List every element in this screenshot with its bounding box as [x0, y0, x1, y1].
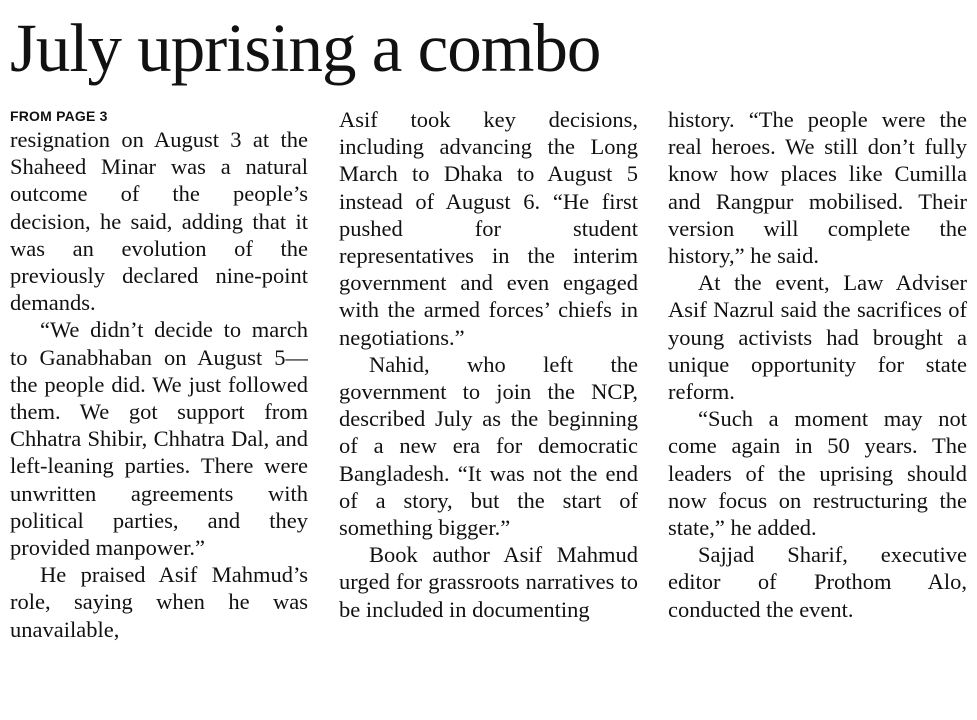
paragraph: resignation on August 3 at the Shaheed Minar was a natural outcome of the people’s decision, he said, adding that it was an evolution of the previously declared nine-point demands.: [10, 127, 308, 316]
article-column-1: [10, 108, 308, 714]
headline: July uprising a combo: [10, 10, 601, 86]
paragraph: “We didn’t decide to march to Ganabhaban on August 5—the people did. We just followed them. We got support from Chhatra Shibir, Chhatra Dal, and left-leaning parties. There were unwritten agreements with political parties, and they provided manpower.”: [10, 317, 308, 561]
article-column-3: [668, 106, 967, 712]
paragraph: Asif took key decisions, including advancing the Long March to Dhaka to August 5 instead of August 6. “He first pushed for student representatives in the interim government and even engaged with the armed forces’ chiefs in negotiations.”: [339, 107, 638, 350]
paragraph: “Such a moment may not come again in 50 years. The leaders of the uprising should now focus on restructuring the state,” he added.: [668, 406, 967, 541]
paragraph: Nahid, who left the government to join the NCP, described July as the beginning of a new era for democratic Bangladesh. “It was not the end of a story, but the start of something bigger.”: [339, 351, 638, 541]
paragraph: At the event, Law Adviser Asif Nazrul said the sacrifices of young activists had brought a unique opportunity for state reform.: [668, 270, 967, 405]
article-column-2: [339, 106, 638, 712]
continuation-kicker: FROM PAGE 3: [10, 108, 108, 124]
paragraph: history. “The people were the real heroes. We still don’t fully know how places like Cumilla and Rangpur mobilised. Their version will complete the history,” he said.: [668, 107, 967, 269]
paragraph: He praised Asif Mahmud’s role, saying when he was unavailable,: [10, 562, 308, 642]
paragraph: Sajjad Sharif, executive editor of Prothom Alo, conducted the event.: [668, 542, 967, 622]
paragraph: Book author Asif Mahmud urged for grassroots narratives to be included in documenting: [339, 542, 638, 622]
